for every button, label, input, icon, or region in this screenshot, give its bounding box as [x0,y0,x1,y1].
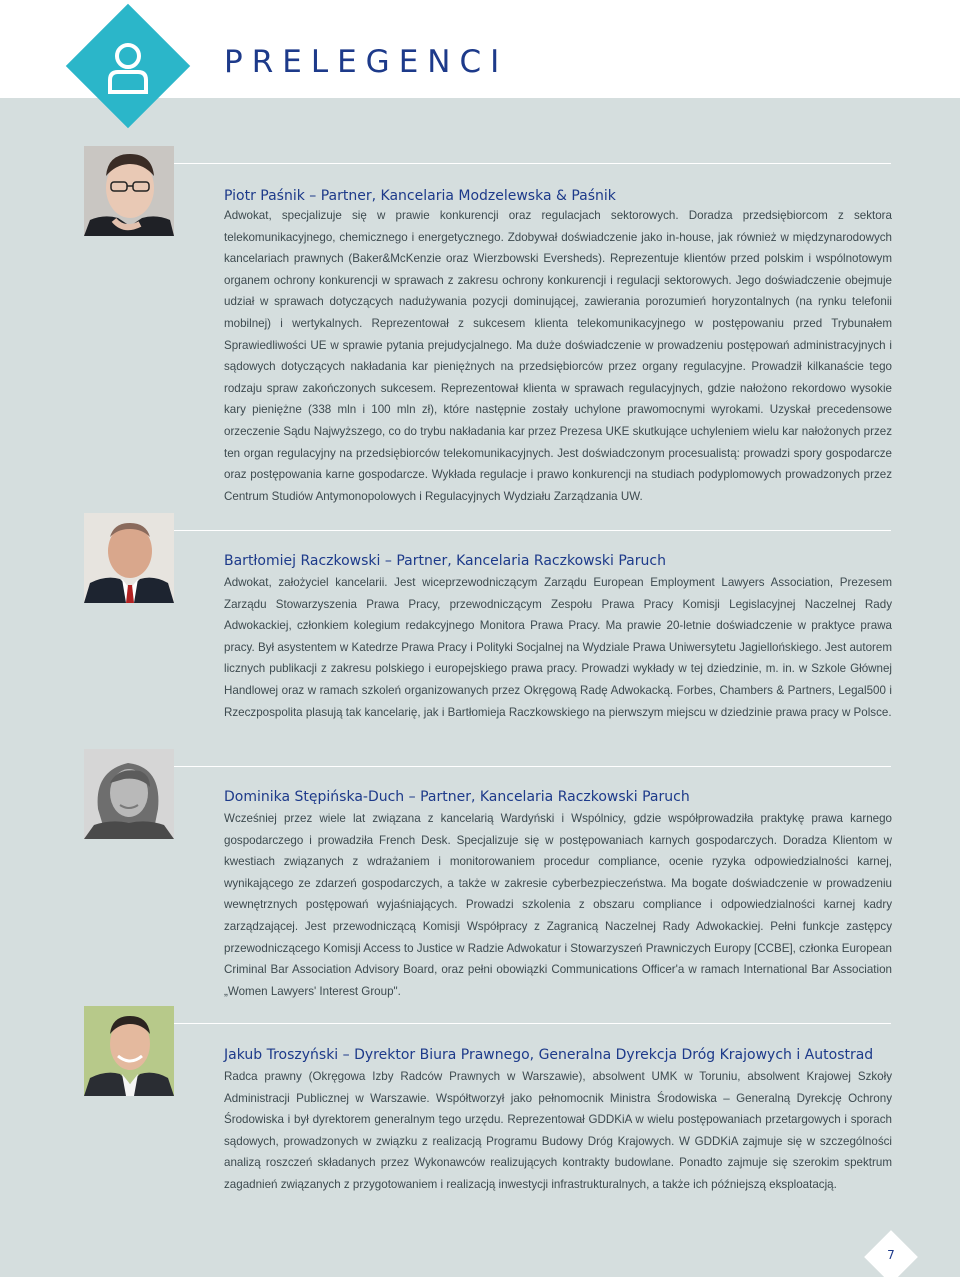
page-header [0,0,960,98]
speaker-name: Bartłomiej Raczkowski – Partner, Kancelaria Raczkowski Paruch [224,553,666,569]
speaker-bio: Wcześniej przez wiele lat związana z kancelarią Wardyński i Wspólnicy, gdzie współprowadziła praktykę prawa karnego gospodarczego i prowadziła French Desk. Specjalizuje się w postępowaniach karnych gospodarczych. Doradza Klientom w kwestiach związanych z wdrażaniem i monitorowaniem procedur compliance, ocenie ryzyka odpowiedzialności karnej, wynikającego ze zdarzeń gospodarczych, a także w zakresie cyberbezpieczeństwa. Ma bogate doświadczenie w prowadzeniu wewnętrznych postępowań wyjaśniających. Prowadzi szkolenia z obszaru compliance i odpowiedzialności karnej kadry zarządzającej. Jest przewodniczącą Komisji Współpracy z Zagranicą Naczelnej Rady Adwokackiej. Pełni funkcje zastępcy przewodniczącego Komisji Access to Justice w Radzie Adwokatur i Stowarzyszeń Prawniczych Europy [CCBE], członka European Criminal Bar Association Advisory Board, oraz pełni obowiązki Communications Officer'a w ramach International Bar Association „Women Lawyers' Interest Group". [224,812,892,998]
page-title: PRELEGENCI [224,44,509,80]
speaker-bio: Adwokat, specjalizuje się w prawie konkurencji oraz regulacjach sektorowych. Doradza przedsiębiorcom z sektora telekomunikacyjnego, chemicznego i energetycznego. Zdobywał doświadczenie jako in-house, jak również w międzynarodowych kancelariach prawnych (Baker&McKenzie oraz Wierzbowski Eversheds). Reprezentuje klientów przed polskim i wspólnotowym organem ochrony konkurencji w sprawach z zakresu ochrony konkurencji i regulacji sektorowych. Jego doświadczenie obejmuje udział w sprawach dotyczących nadużywania pozycji dominującej, zawierania porozumień horyzontalnych (na rynku telefonii mobilnej) i wertykalnych. Reprezentował z sukcesem klienta telekomunikacyjnego w postępowaniu przed Trybunałem Sprawiedliwości UE w sprawie pytania prejudycjalnego. Ma duże doświadczenie w prowadzeniu postępowań administracyjnych i sądowych dotyczących nakładania kar pieniężnych na przedsiębiorców przez organy regulacyjne. Prowadził kilkanaście tego rodzaju spraw zakończonych sukcesem. Reprezentował klienta w sprawach regulacyjnych, gdzie nałożono rekordowo wysokie kary pieniężne (338 mln i 100 mln zł), które następnie zostały uchylone prawomocnymi wyrokami. Uzyskał precedensowe orzeczenie Sądu Najwyższego, co do trybu nakładania kar przez Prezesa UKE skutkujące uchyleniem wielu kar nałożonych przez ten organ regulacyjny na przedsiębiorców telekomunikacyjnych. Jest doświadczonym procesualistą: prowadzi spory gospodarcze oraz postępowania karne gospodarcze. Wykłada regulacje i prawo konkurencji na studiach podyplomowych prowadzonych przez Centrum Studiów Antymonopolowych i Regulacyjnych Wydziału Zarządzania UW. [224,209,892,503]
speaker-name: Dominika Stępińska-Duch – Partner, Kancelaria Raczkowski Paruch [224,789,690,805]
divider [85,1023,891,1024]
divider [85,163,891,164]
user-icon [104,40,152,96]
speaker-name: Jakub Troszyński – Dyrektor Biura Prawnego, Generalna Dyrekcja Dróg Krajowych i Autostrad [224,1047,874,1063]
speaker-photo [84,1006,174,1096]
speaker-bio: Radca prawny (Okręgowa Izby Radców Prawnych w Warszawie), absolwent UMK w Toruniu, absolwent Krajowej Szkoły Administracji Publicznej w Warszawie. Współtworzył jako pełnomocnik Ministra Środowiska – Generalną Dyrekcję Ochrony Środowiska i był dyrektorem generalnym tego urzędu. Reprezentował GDDKiA w wielu postępowaniach przetargowych i sporach sądowych, prowadzonych w związku z realizacją Programu Budowy Dróg Krajowych. W GDDKiA zajmuje się w szczególności analizą roszczeń składanych przez Wykonawców realizujących kontrakty budowlane. Ponadto zajmuje się szerokim spektrum zagadnień związanych z przygotowaniem i realizacją inwestycji infrastrukturalnych, a także ich późniejszą eksploatacją. [224,1070,892,1191]
speaker-name: Piotr Paśnik – Partner, Kancelaria Modzelewska & Paśnik [224,188,616,204]
speaker-photo [84,146,174,236]
speaker-photo [84,749,174,839]
page-number: 7 [887,1248,895,1262]
speaker-photo [84,513,174,603]
divider [85,766,891,767]
divider [85,530,891,531]
speaker-bio: Adwokat, założyciel kancelarii. Jest wiceprzewodniczącym Zarządu European Employment Lawyers Association, Prezesem Zarządu Stowarzyszenia Prawa Pracy, przewodniczącym Zespołu Prawa Pracy Komisji Legislacyjnej Naczelnej Rady Adwokackiej, członkiem kolegium redakcyjnego Monitora Prawa Pracy. Ma prawie 20-letnie doświadczenie w praktyce prawa pracy. Był asystentem w Katedrze Prawa Pracy i Polityki Socjalnej na Wydziale Prawa Uniwersytetu Jagiellońskiego. Jest autorem licznych publikacji z zakresu polskiego i europejskiego prawa pracy. Prowadzi wykłady w tej dziedzinie, m. in. w Szkole Głównej Handlowej oraz w ramach szkoleń organizowanych przez Okręgową Radę Adwokacką. Forbes, Chambers & Partners, Legal500 i Rzeczpospolita plasują tak kancelarię, jak i Bartłomieja Raczkowskiego na pierwszym miejscu w dziedzinie prawa pracy w Polsce. [224,576,892,719]
